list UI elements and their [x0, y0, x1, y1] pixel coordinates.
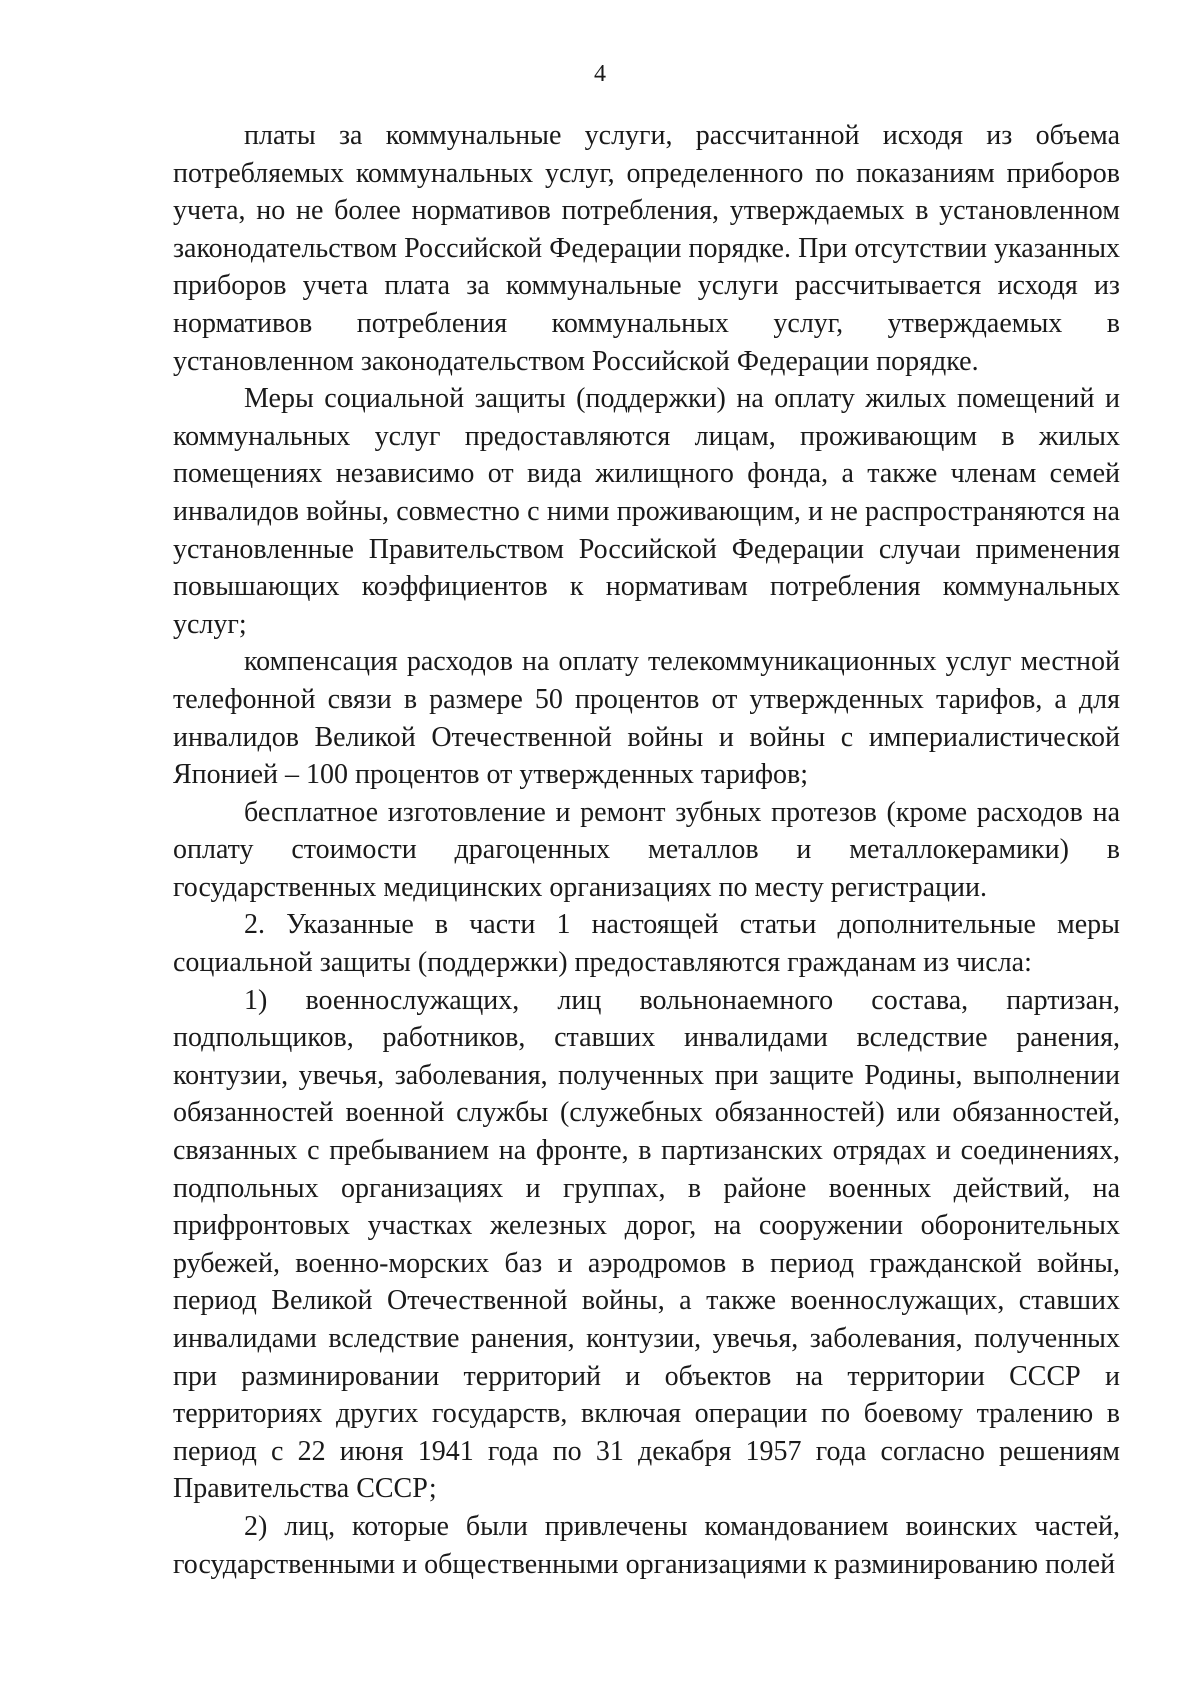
list-item-2: 2) лиц, которые были привлечены командованием воинских частей, государственными и общественными организациями к разминированию полей	[173, 1510, 1120, 1580]
paragraph-social-support-measures: Меры социальной защиты (поддержки) на оплату жилых помещений и коммунальных услуг предоставляются лицам, проживающим в жилых помещениях независимо от вида жилищного фонда, а также членам семей инвалидов войны, совместно с ними проживающим, и не распространяются на установленные Правительством Российской Федерации случаи применения повышающих коэффициентов к нормативам потребления коммунальных услуг;	[173, 383, 1120, 640]
page-number: 4	[594, 61, 606, 87]
list-item-1: 1) военнослужащих, лиц вольнонаемного состава, партизан, подпольщиков, работников, ставших инвалидами вследствие ранения, контузии, увечья, заболевания, полученных при защите Родины, выполнении обязанностей военной службы (служебных обязанностей) или обязанностей, связанных с пребыванием на фронте, в партизанских отрядах и соединениях, подпольных организациях и группах, в районе военных действий, на прифронтовых участках железных дорог, на сооружении оборонительных рубежей, военно-морских баз и аэродромов в период гражданской войны, период Великой Отечественной войны, а также военнослужащих, ставших инвалидами вследствие ранения, контузии, увечья, заболевания, полученных при разминировании территорий и объектов на территории СССР и территориях других государств, включая операции по боевому тралению в период с 22 июня 1941 года по 31 декабря 1957 года согласно решениям Правительства СССР;	[173, 984, 1120, 1505]
document-body	[173, 117, 1120, 1583]
paragraph-telecom-compensation: компенсация расходов на оплату телекоммуникационных услуг местной телефонной связи в размере 50 процентов от утвержденных тарифов, а для инвалидов Великой Отечественной войны и войны с империалистической Японией – 100 процентов от утвержденных тарифов;	[173, 646, 1120, 791]
paragraph-part-2: 2. Указанные в части 1 настоящей статьи дополнительные меры социальной защиты (поддержки) предоставляются гражданам из числа:	[173, 909, 1120, 979]
paragraph-dental-prosthetics: бесплатное изготовление и ремонт зубных протезов (кроме расходов на оплату стоимости драгоценных металлов и металлокерамики) в государственных медицинских организациях по месту регистрации.	[173, 796, 1120, 903]
paragraph-utility-payment: платы за коммунальные услуги, рассчитанной исходя из объема потребляемых коммунальных услуг, определенного по показаниям приборов учета, но не более нормативов потребления, утверждаемых в установленном законодательством Российской Федерации порядке. При отсутствии указанных приборов учета плата за коммунальные услуги рассчитывается исходя из нормативов потребления коммунальных услуг, утверждаемых в установленном законодательством Российской Федерации порядке.	[173, 120, 1120, 377]
